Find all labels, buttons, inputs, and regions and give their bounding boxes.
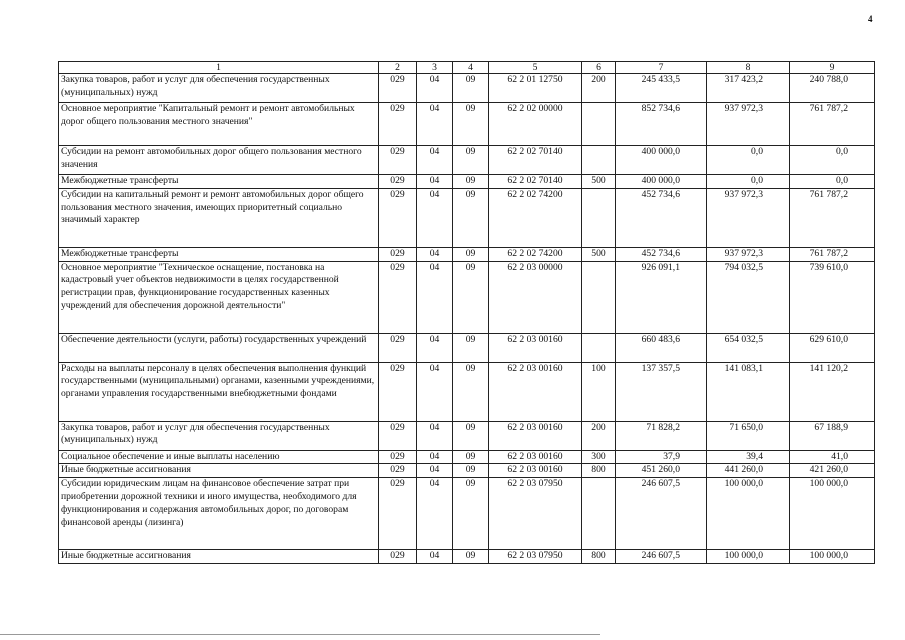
ministry-code: 029: [379, 247, 417, 261]
budget-table: [58, 61, 875, 564]
table-row: [59, 478, 875, 550]
table-row: [59, 450, 875, 464]
section-code: 04: [417, 261, 453, 333]
ministry-code: 029: [379, 261, 417, 333]
amount-col9: 761 787,2: [790, 247, 875, 261]
subsection-code: 09: [453, 362, 489, 421]
amount-col9: 629 610,0: [790, 333, 875, 362]
subsection-code: 09: [453, 188, 489, 247]
amount-col8: 100 000,0: [707, 550, 790, 564]
subsection-code: 09: [453, 478, 489, 550]
ministry-code: 029: [379, 333, 417, 362]
page-number: 4: [868, 14, 873, 24]
amount-col7: 926 091,1: [616, 261, 707, 333]
amount-col8: 654 032,5: [707, 333, 790, 362]
expense-type: [582, 103, 616, 146]
ministry-code: 029: [379, 421, 417, 450]
expense-type: 300: [582, 450, 616, 464]
amount-col7: 451 260,0: [616, 464, 707, 478]
expense-type: [582, 333, 616, 362]
amount-col7: 71 828,2: [616, 421, 707, 450]
table-row: [59, 261, 875, 333]
amount-col7: 452 734,6: [616, 188, 707, 247]
amount-col9: 421 260,0: [790, 464, 875, 478]
amount-col9: 67 188,9: [790, 421, 875, 450]
section-code: 04: [417, 421, 453, 450]
expense-name: Субсидии на ремонт автомобильных дорог общего пользования местного значения: [59, 146, 379, 175]
target-article: 62 2 02 70140: [489, 146, 582, 175]
ministry-code: 029: [379, 146, 417, 175]
amount-col7: 246 607,5: [616, 550, 707, 564]
table-row: [59, 464, 875, 478]
expense-name: Иные бюджетные ассигнования: [59, 464, 379, 478]
amount-col9: 0,0: [790, 175, 875, 189]
expense-name: Закупка товаров, работ и услуг для обеспечения государственных (муниципальных) нужд: [59, 74, 379, 103]
header-cell: 3: [417, 62, 453, 74]
amount-col8: 794 032,5: [707, 261, 790, 333]
target-article: 62 2 03 00160: [489, 450, 582, 464]
subsection-code: 09: [453, 421, 489, 450]
amount-col8: 71 650,0: [707, 421, 790, 450]
section-code: 04: [417, 188, 453, 247]
amount-col8: 100 000,0: [707, 478, 790, 550]
ministry-code: 029: [379, 464, 417, 478]
amount-col9: 240 788,0: [790, 74, 875, 103]
section-code: 04: [417, 247, 453, 261]
amount-col7: 137 357,5: [616, 362, 707, 421]
expense-name: Основное мероприятие "Капитальный ремонт и ремонт автомобильных дорог общего пользования местного значения": [59, 103, 379, 146]
amount-col7: 852 734,6: [616, 103, 707, 146]
section-code: 04: [417, 146, 453, 175]
section-code: 04: [417, 74, 453, 103]
target-article: 62 2 02 70140: [489, 175, 582, 189]
expense-type: 100: [582, 362, 616, 421]
amount-col7: 246 607,5: [616, 478, 707, 550]
ministry-code: 029: [379, 103, 417, 146]
amount-col9: 761 787,2: [790, 188, 875, 247]
amount-col9: 739 610,0: [790, 261, 875, 333]
expense-name: Расходы на выплаты персоналу в целях обеспечения выполнения функций государственными (муниципальными) органами, казенными учреждениями, органами управления государственными внебюджетными фондами: [59, 362, 379, 421]
header-cell: 6: [582, 62, 616, 74]
section-code: 04: [417, 450, 453, 464]
expense-name: Основное мероприятие "Техническое оснащение, постановка на кадастровый учет объектов недвижимости в целях государственной регистрации прав, функционирование государственных казенных учреждений для обеспечения дорожной деятельности": [59, 261, 379, 333]
amount-col7: 452 734,6: [616, 247, 707, 261]
ministry-code: 029: [379, 362, 417, 421]
amount-col7: 400 000,0: [616, 146, 707, 175]
expense-type: 800: [582, 464, 616, 478]
table-row: [59, 421, 875, 450]
target-article: 62 2 02 74200: [489, 247, 582, 261]
subsection-code: 09: [453, 146, 489, 175]
subsection-code: 09: [453, 261, 489, 333]
ministry-code: 029: [379, 188, 417, 247]
table-row: [59, 74, 875, 103]
header-cell: 8: [707, 62, 790, 74]
expense-name: Межбюджетные трансферты: [59, 175, 379, 189]
header-cell: 1: [59, 62, 379, 74]
amount-col8: 937 972,3: [707, 247, 790, 261]
subsection-code: 09: [453, 74, 489, 103]
expense-type: [582, 478, 616, 550]
expense-type: [582, 188, 616, 247]
table-row: [59, 550, 875, 564]
amount-col8: 441 260,0: [707, 464, 790, 478]
expense-name: Субсидии на капитальный ремонт и ремонт автомобильных дорог общего пользования местного значения, имеющих приоритетный социально значимый характер: [59, 188, 379, 247]
section-code: 04: [417, 550, 453, 564]
target-article: 62 2 01 12750: [489, 74, 582, 103]
target-article: 62 2 02 74200: [489, 188, 582, 247]
section-code: 04: [417, 103, 453, 146]
section-code: 04: [417, 464, 453, 478]
subsection-code: 09: [453, 333, 489, 362]
subsection-code: 09: [453, 550, 489, 564]
section-code: 04: [417, 478, 453, 550]
amount-col7: 245 433,5: [616, 74, 707, 103]
section-code: 04: [417, 175, 453, 189]
header-cell: 4: [453, 62, 489, 74]
section-code: 04: [417, 333, 453, 362]
subsection-code: 09: [453, 247, 489, 261]
expense-type: 800: [582, 550, 616, 564]
header-cell: 7: [616, 62, 707, 74]
table-row: [59, 333, 875, 362]
header-cell: 2: [379, 62, 417, 74]
target-article: 62 2 03 07950: [489, 550, 582, 564]
target-article: 62 2 03 00160: [489, 333, 582, 362]
amount-col8: 317 423,2: [707, 74, 790, 103]
ministry-code: 029: [379, 74, 417, 103]
header-row: [59, 62, 875, 74]
ministry-code: 029: [379, 175, 417, 189]
subsection-code: 09: [453, 464, 489, 478]
table-row: [59, 247, 875, 261]
amount-col9: 100 000,0: [790, 550, 875, 564]
table-row: [59, 146, 875, 175]
expense-name: Обеспечение деятельности (услуги, работы) государственных учреждений: [59, 333, 379, 362]
amount-col7: 37,9: [616, 450, 707, 464]
amount-col8: 39,4: [707, 450, 790, 464]
expense-name: Субсидии юридическим лицам на финансовое обеспечение затрат при приобретении дорожной техники и иного имущества, необходимого для функционирования и содержания автомобильных дорог, по договорам финансовой аренды (лизинга): [59, 478, 379, 550]
expense-type: 200: [582, 421, 616, 450]
expense-type: [582, 146, 616, 175]
header-cell: 9: [790, 62, 875, 74]
target-article: 62 2 03 00000: [489, 261, 582, 333]
amount-col8: 937 972,3: [707, 188, 790, 247]
table-row: [59, 188, 875, 247]
subsection-code: 09: [453, 103, 489, 146]
target-article: 62 2 03 00160: [489, 464, 582, 478]
amount-col9: 141 120,2: [790, 362, 875, 421]
amount-col9: 0,0: [790, 146, 875, 175]
target-article: 62 2 03 07950: [489, 478, 582, 550]
subsection-code: 09: [453, 175, 489, 189]
expense-name: Межбюджетные трансферты: [59, 247, 379, 261]
expense-name: Социальное обеспечение и иные выплаты населению: [59, 450, 379, 464]
table-row: [59, 362, 875, 421]
expense-type: 500: [582, 175, 616, 189]
table-row: [59, 103, 875, 146]
amount-col8: 0,0: [707, 175, 790, 189]
amount-col9: 761 787,2: [790, 103, 875, 146]
expense-type: 500: [582, 247, 616, 261]
expense-name: Закупка товаров, работ и услуг для обеспечения государственных (муниципальных) нужд: [59, 421, 379, 450]
amount-col8: 937 972,3: [707, 103, 790, 146]
bottom-rule: [0, 634, 600, 635]
amount-col8: 0,0: [707, 146, 790, 175]
target-article: 62 2 03 00160: [489, 421, 582, 450]
amount-col7: 660 483,6: [616, 333, 707, 362]
amount-col9: 41,0: [790, 450, 875, 464]
amount-col9: 100 000,0: [790, 478, 875, 550]
expense-type: [582, 261, 616, 333]
target-article: 62 2 02 00000: [489, 103, 582, 146]
expense-type: 200: [582, 74, 616, 103]
ministry-code: 029: [379, 450, 417, 464]
expense-name: Иные бюджетные ассигнования: [59, 550, 379, 564]
table-row: [59, 175, 875, 189]
target-article: 62 2 03 00160: [489, 362, 582, 421]
ministry-code: 029: [379, 478, 417, 550]
header-cell: 5: [489, 62, 582, 74]
subsection-code: 09: [453, 450, 489, 464]
amount-col8: 141 083,1: [707, 362, 790, 421]
ministry-code: 029: [379, 550, 417, 564]
amount-col7: 400 000,0: [616, 175, 707, 189]
section-code: 04: [417, 362, 453, 421]
